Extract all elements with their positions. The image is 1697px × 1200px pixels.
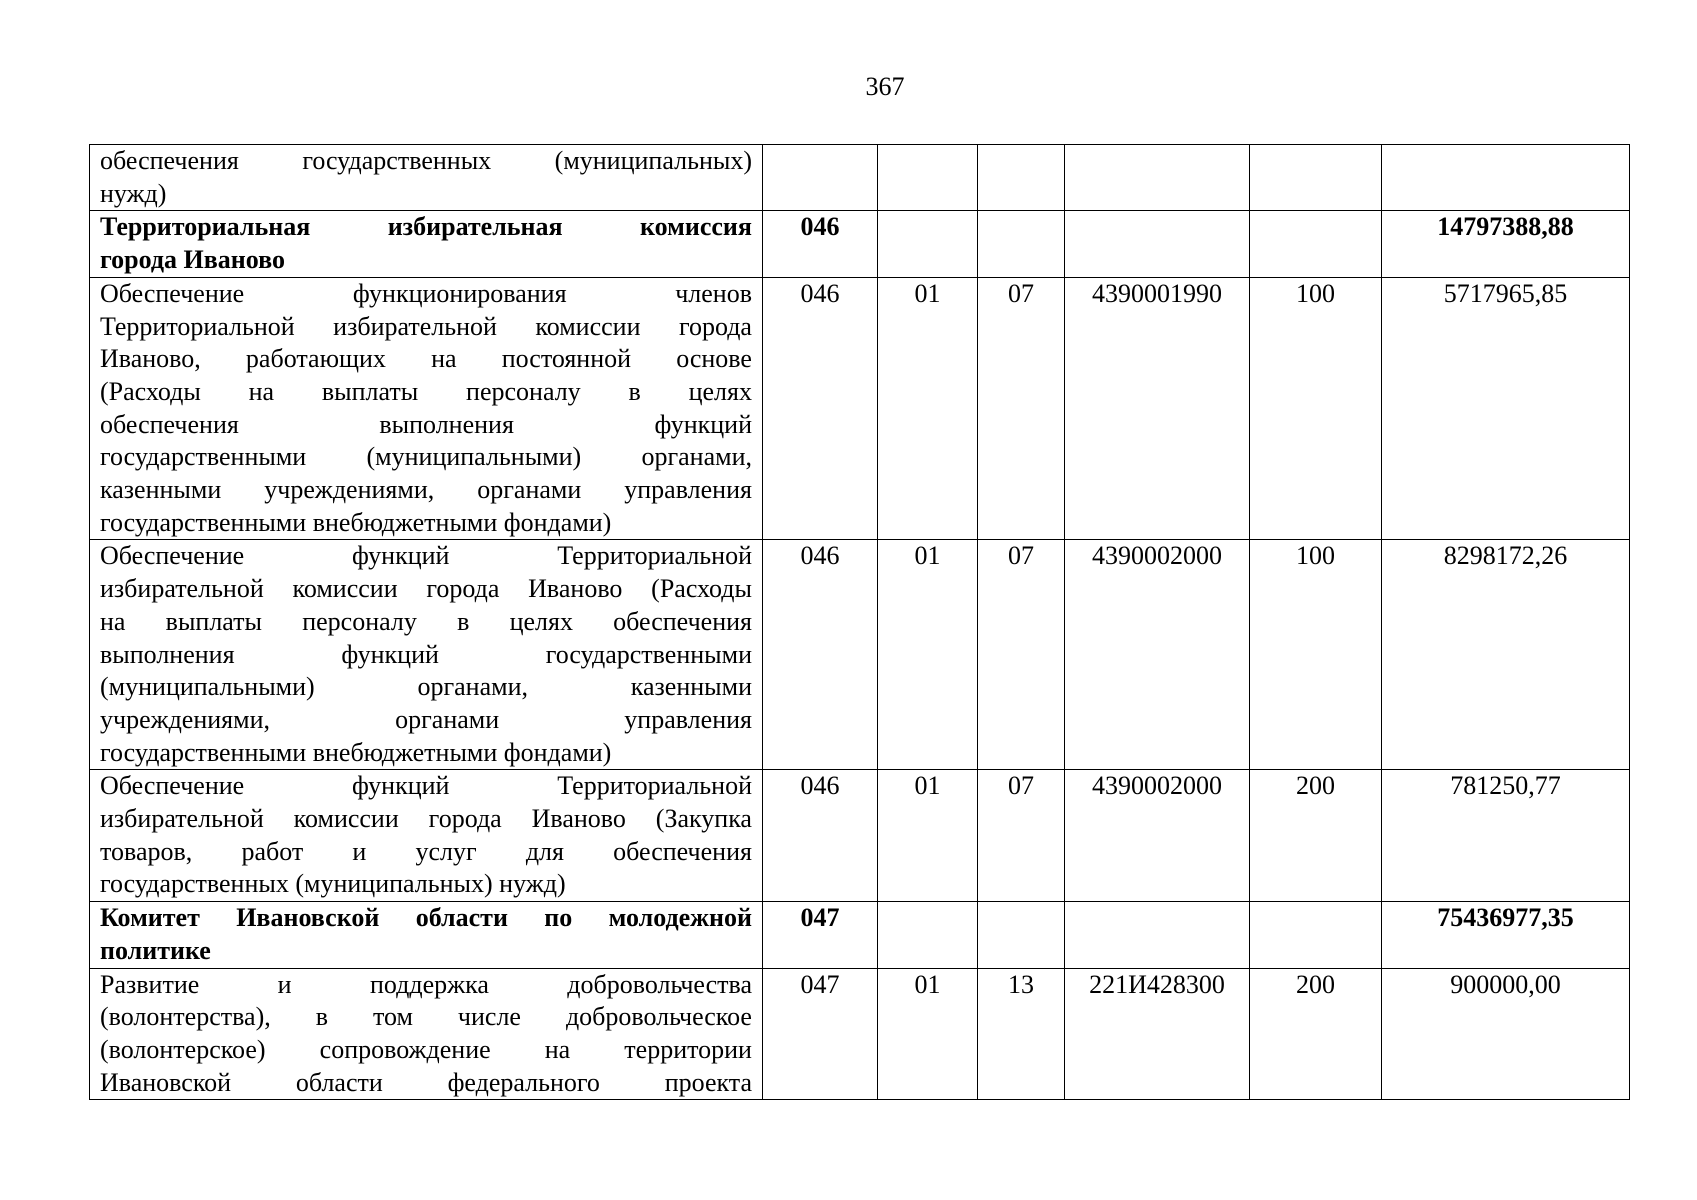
gr-cell: 046 <box>763 277 878 540</box>
description-cell <box>90 145 763 211</box>
description-cell <box>90 540 763 770</box>
csr-cell <box>1065 145 1250 211</box>
vr-cell: 200 <box>1250 968 1382 1100</box>
description-line: Развитие и поддержка добровольчества <box>100 969 752 999</box>
gr-cell: 047 <box>763 968 878 1100</box>
description-line: государственных (муниципальных) нужд) <box>100 869 566 899</box>
csr-cell: 4390001990 <box>1065 277 1250 540</box>
vr-cell <box>1250 211 1382 277</box>
description-line: (волонтерское) сопровождение на территории <box>100 1034 752 1064</box>
gr-cell: 046 <box>763 540 878 770</box>
csr-cell: 4390002000 <box>1065 770 1250 902</box>
csr-cell <box>1065 211 1250 277</box>
description-line: казенными учреждениями, органами управления <box>100 475 752 505</box>
description-line: обеспечения государственных (муниципальных) <box>100 146 752 175</box>
description-line: города Иваново <box>100 245 285 275</box>
description-line: политике <box>100 935 211 965</box>
table-row <box>90 145 1630 211</box>
amount-cell: 75436977,35 <box>1382 902 1630 968</box>
description-line: учреждениями, органами управления <box>100 704 752 734</box>
pr-cell: 07 <box>978 277 1065 540</box>
description-line: государственными внебюджетными фондами) <box>100 507 612 537</box>
rz-cell: 01 <box>878 540 978 770</box>
rz-cell <box>878 145 978 211</box>
budget-table <box>89 144 1630 1100</box>
pr-cell <box>978 902 1065 968</box>
amount-cell: 5717965,85 <box>1382 277 1630 540</box>
table-row <box>90 540 1630 770</box>
description-line: Территориальной избирательной комиссии города <box>100 311 752 341</box>
description-line: Комитет Ивановской области по молодежной <box>100 903 752 933</box>
description-line: обеспечения выполнения функций <box>100 409 752 439</box>
description-cell <box>90 968 763 1100</box>
csr-cell: 221И428300 <box>1065 968 1250 1100</box>
amount-cell: 781250,77 <box>1382 770 1630 902</box>
description-line: Обеспечение функций Территориальной <box>100 541 752 571</box>
description-line: государственными (муниципальными) органами, <box>100 442 752 472</box>
table-body <box>90 145 1630 1100</box>
pr-cell: 07 <box>978 540 1065 770</box>
rz-cell <box>878 902 978 968</box>
description-line: на выплаты персоналу в целях обеспечения <box>100 606 752 636</box>
vr-cell: 200 <box>1250 770 1382 902</box>
pr-cell: 07 <box>978 770 1065 902</box>
amount-cell <box>1382 145 1630 211</box>
description-line: товаров, работ и услуг для обеспечения <box>100 836 752 866</box>
vr-cell <box>1250 145 1382 211</box>
description-line: Территориальная избирательная комиссия <box>100 212 752 242</box>
description-line: государственными внебюджетными фондами) <box>100 737 612 767</box>
vr-cell <box>1250 902 1382 968</box>
gr-cell: 046 <box>763 770 878 902</box>
pr-cell <box>978 145 1065 211</box>
table-row <box>90 902 1630 968</box>
description-line: (Расходы на выплаты персоналу в целях <box>100 376 752 406</box>
description-line: Обеспечение функций Территориальной <box>100 771 752 801</box>
gr-cell <box>763 145 878 211</box>
description-line: (муниципальными) органами, казенными <box>100 672 752 702</box>
description-cell <box>90 211 763 277</box>
gr-cell: 046 <box>763 211 878 277</box>
pr-cell <box>978 211 1065 277</box>
pr-cell: 13 <box>978 968 1065 1100</box>
rz-cell <box>878 211 978 277</box>
rz-cell: 01 <box>878 770 978 902</box>
table-row <box>90 211 1630 277</box>
csr-cell: 4390002000 <box>1065 540 1250 770</box>
description-line: избирательной комиссии города Иваново (Закупка <box>100 804 752 834</box>
description-cell <box>90 770 763 902</box>
rz-cell: 01 <box>878 277 978 540</box>
table-row <box>90 277 1630 540</box>
description-cell <box>90 277 763 540</box>
gr-cell: 047 <box>763 902 878 968</box>
description-line: Иваново, работающих на постоянной основе <box>100 344 752 374</box>
table-row <box>90 770 1630 902</box>
description-line: нужд) <box>100 178 167 208</box>
rz-cell: 01 <box>878 968 978 1100</box>
table-row <box>90 968 1630 1100</box>
amount-cell: 8298172,26 <box>1382 540 1630 770</box>
description-line: (волонтерства), в том числе добровольческое <box>100 1002 752 1032</box>
vr-cell: 100 <box>1250 277 1382 540</box>
page-number: 367 <box>865 72 905 101</box>
csr-cell <box>1065 902 1250 968</box>
amount-cell: 900000,00 <box>1382 968 1630 1100</box>
description-line: избирательной комиссии города Иваново (Расходы <box>100 574 752 604</box>
amount-cell: 14797388,88 <box>1382 211 1630 277</box>
description-cell <box>90 902 763 968</box>
description-line: выполнения функций государственными <box>100 639 752 669</box>
description-line: Ивановской области федерального проекта <box>100 1067 752 1097</box>
description-line: Обеспечение функционирования членов <box>100 278 752 308</box>
vr-cell: 100 <box>1250 540 1382 770</box>
